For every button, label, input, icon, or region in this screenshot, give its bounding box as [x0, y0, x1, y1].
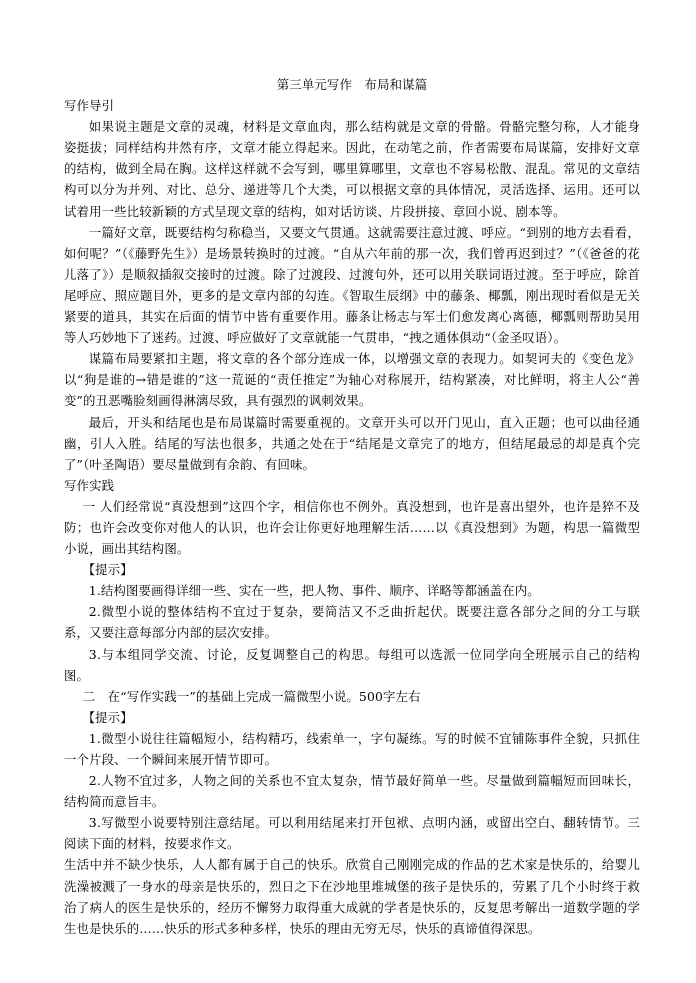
- hint-1-item-1: 1.结构图要画得详细一些、实在一些，把人物、事件、顺序、详略等都涵盖在内。: [88, 583, 540, 599]
- hint-2-item-1: 1.微型小说往往篇幅短小，结构精巧，线索单一，字句凝练。写的时候不宜铺陈事件全貌，只抓住一个片段、一个瞬间来展开情节即可。: [64, 730, 640, 767]
- hint-1-item-3: 3.与本组同学交流、讨论，反复调整自己的构思。每组可以选派一位同学向全班展示自己的结构图。: [64, 646, 640, 683]
- practice-task-1: 一 人们经常说“真没想到”这四个字，相信你也不例外。真没想到，也许是喜出望外，也许是猝不及防；也许会改变你对他人的认识，也许会让你更好地理解生活……以《真没想到》为题，构思一篇微型小说，画出其结构图。: [64, 498, 640, 557]
- hint-label-2: 【提示】: [82, 709, 133, 725]
- document-title: 第三单元写作 布局和谋篇: [276, 77, 428, 92]
- document-page: [64, 74, 640, 939]
- writing-material: 生活中并不缺少快乐，人人都有属于自己的快乐。欣赏自己刚刚完成的作品的艺术家是快乐的，给婴儿洗澡被溅了一身水的母亲是快乐的，烈日之下在沙地里堆城堡的孩子是快乐的，劳累了几个小时终于救治了病人的医生是快乐的，经历不懈努力取得重大成就的学者是快乐的，反复思考解出一道数学题的学生也是快乐的……快乐的形式多种多样，快乐的理由无穷无尽，快乐的真谛值得深思。: [64, 857, 640, 936]
- guide-paragraph-1: 如果说主题是文章的灵魂，材料是文章血肉，那么结构就是文章的骨骼。骨骼完整匀称，人才能身姿挺拔；同样结构井然有序，文章才能立得起来。因此，在动笔之前，作者需要布局谋篇，安排好文章的结构，做到全局在胸。这样这样就不会写到，哪里算哪里，文章也不容易松散、混乱。常见的文章结构可以分为并列、对比、总分、递进等几个大类，可以根据文章的具体情况，灵活选择、运用。还可以试着用一些比较新颖的方式呈现文章的结构，如对话访谈、片段拼接、章回小说、剧本等。: [64, 119, 640, 219]
- guide-paragraph-4: 最后，开头和结尾也是布局谋篇时需要重视的。文章开头可以开门见山，直入正题；也可以曲径通幽，引人入胜。结尾的写法也很多，共通之处在于“结尾是文章完了的地方，但结尾最忌的却是真个完了”（叶圣陶语）要尽量做到有余韵、有回味。: [64, 414, 640, 472]
- hint-label-1: 【提示】: [82, 562, 133, 578]
- hint-2-item-3: 3.写微型小说要特别注意结尾。可以利用结尾来打开包袱、点明内涵，或留出空白、翻转情节。三阅读下面的材料，按要求作文。: [64, 815, 640, 852]
- practice-task-2: 二 在“写作实践一”的基础上完成一篇微型小说。500字左右: [82, 688, 421, 704]
- guide-paragraph-3: 谋篇布局要紧扣主题，将文章的各个部分连成一体，以增强文章的表现力。如契诃夫的《变色龙》以“狗是谁的→错是谁的”这一荒诞的“责任推定”为轴心对称展开，结构紧凑，对比鲜明，将主人公“善变”的丑恶嘴脸刻画得淋漓尽致，具有强烈的讽刺效果。: [64, 351, 640, 409]
- section-heading-guide: 写作导引: [64, 98, 115, 114]
- hint-2-item-2: 2.人物不宜过多，人物之间的关系也不宜太复杂，情节最好简单一些。尽量做到篇幅短而回味长，结构简而意旨丰。: [64, 773, 640, 810]
- section-heading-practice: 写作实践: [64, 477, 115, 493]
- guide-paragraph-2: 一篇好文章，既要结构匀称稳当，又要文气贯通。这就需要注意过渡、呼应。“到别的地方去看看，如何呢？”（《藤野先生》）是场景转换时的过渡。“自从六年前的那一次，我们曾再迟到过？”（《爸爸的花儿落了》）是顺叙插叙交接时的过渡。除了过渡段、过渡句外，还可以用关联词语过渡。至于呼应，除首尾呼应、照应题目外，更多的是文章内部的勾连。《智取生辰纲》中的藤条、椰瓢，刚出现时看似是无关紧要的道具，其实在后面的情节中皆有重要作用。藤条让杨志与军士们愈发离心离德，椰瓢则帮助吴用等人巧妙地下了迷药。过渡、呼应做好了文章就能一气贯串，“拽之通体俱动“（金圣叹语）。: [64, 224, 640, 346]
- hint-1-item-2: 2.微型小说的整体结构不宜过于复杂，要简洁又不乏曲折起伏。既要注意各部分之间的分工与联系，又要注意每部分内部的层次安排。: [64, 604, 640, 641]
